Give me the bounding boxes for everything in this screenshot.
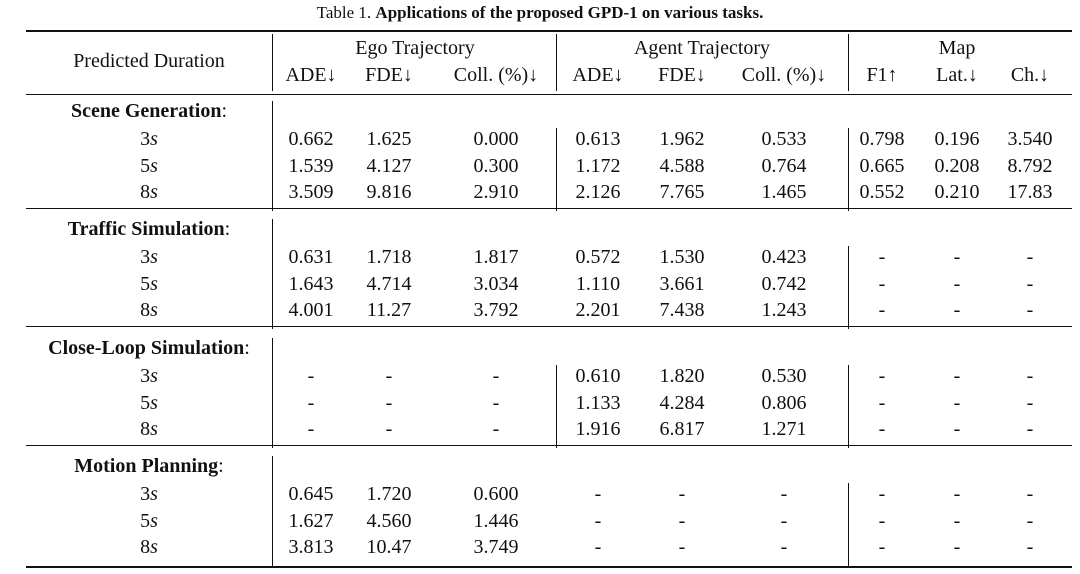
value-cell: 1.446 (473, 509, 519, 532)
section-divider (556, 128, 557, 211)
duration-unit: s (150, 181, 158, 203)
metric-header: Coll. (%)↓ (453, 64, 539, 86)
value-cell: 7.765 (659, 181, 705, 203)
value-cell: 3.813 (288, 536, 334, 558)
value-cell: - (678, 483, 686, 505)
duration-cell (140, 245, 158, 269)
value-cell: - (492, 365, 500, 387)
value-cell: 3.661 (659, 272, 705, 295)
value-cell: - (1026, 391, 1034, 414)
section-rule (26, 326, 1072, 327)
value-cell: 0.610 (575, 365, 621, 387)
value-cell: 1.243 (761, 299, 807, 321)
value-cell: - (678, 536, 686, 558)
value-cell: - (878, 536, 886, 558)
value-cell: 17.83 (1007, 181, 1053, 203)
section-rule (26, 208, 1072, 209)
value-cell: 1.133 (575, 391, 621, 414)
value-cell: 4.588 (659, 154, 705, 177)
value-cell: 1.643 (288, 272, 334, 295)
value-cell: - (594, 536, 602, 558)
duration-cell (140, 127, 158, 151)
duration-cell (140, 482, 158, 506)
value-cell: 1.720 (366, 483, 412, 505)
section-title-colon: : (244, 337, 250, 359)
duration-unit: s (150, 154, 158, 177)
duration-cell (140, 298, 158, 322)
duration-unit: s (150, 365, 158, 387)
duration-unit: s (150, 128, 158, 150)
section-divider (848, 128, 849, 211)
value-cell: 0.572 (575, 246, 621, 268)
section-title (71, 99, 227, 123)
value-cell: 0.423 (761, 246, 807, 268)
section-title (48, 336, 250, 360)
value-cell: 1.110 (575, 272, 621, 295)
duration-cell (140, 154, 158, 178)
duration-number: 5 (140, 509, 151, 532)
value-cell: - (953, 272, 961, 295)
value-cell: - (1026, 299, 1034, 321)
value-cell: 0.210 (934, 181, 980, 203)
value-cell: 0.798 (859, 128, 905, 150)
value-cell: - (953, 391, 961, 414)
value-cell: 0.764 (761, 154, 807, 177)
section-title-colon: : (218, 455, 224, 477)
value-cell: - (492, 391, 500, 414)
value-cell: 0.000 (473, 128, 519, 150)
value-cell: - (385, 365, 393, 387)
value-cell: 4.560 (366, 509, 412, 532)
bottom-rule (26, 566, 1072, 568)
caption-label: Table 1. (316, 3, 372, 22)
value-cell: - (878, 246, 886, 268)
header-divider (556, 34, 557, 91)
section-divider (272, 456, 273, 566)
section-title (68, 217, 230, 241)
value-cell: - (953, 483, 961, 505)
value-cell: 11.27 (366, 299, 412, 321)
value-cell: - (953, 246, 961, 268)
value-cell: 1.817 (473, 246, 519, 268)
value-cell: 1.539 (288, 154, 334, 177)
header-divider (848, 34, 849, 91)
value-cell: 1.820 (659, 365, 705, 387)
section-rule (26, 445, 1072, 446)
value-cell: 0.742 (761, 272, 807, 295)
table-caption (0, 3, 1080, 23)
value-cell: 1.962 (659, 128, 705, 150)
value-cell: 1.627 (288, 509, 334, 532)
section-title-colon: : (221, 100, 228, 122)
section-title-text: Scene Generation (70, 100, 222, 122)
section-title-text: Traffic Simulation (67, 218, 225, 240)
metric-header: FDE↓ (365, 64, 413, 86)
section-divider (272, 101, 273, 211)
value-cell: - (953, 509, 961, 532)
duration-cell (140, 272, 158, 296)
duration-unit: s (150, 483, 158, 505)
value-cell: - (953, 418, 961, 440)
value-cell: - (1026, 365, 1034, 387)
duration-unit: s (150, 418, 158, 440)
duration-cell (140, 180, 158, 204)
value-cell: 2.910 (473, 181, 519, 203)
section-title-colon: : (224, 218, 231, 240)
value-cell: 0.208 (934, 154, 980, 177)
value-cell: 7.438 (659, 299, 705, 321)
duration-number: 3 (140, 365, 151, 387)
value-cell: 0.600 (473, 483, 519, 505)
value-cell: 4.714 (366, 272, 412, 295)
value-cell: 0.665 (859, 154, 905, 177)
value-cell: 2.126 (575, 181, 621, 203)
duration-unit: s (150, 272, 158, 295)
value-cell: 1.172 (575, 154, 621, 177)
section-title-text: Motion Planning (74, 455, 219, 477)
value-cell: 10.47 (366, 536, 412, 558)
value-cell: - (780, 483, 788, 505)
section-divider (272, 219, 273, 329)
value-cell: - (1026, 246, 1034, 268)
value-cell: 0.662 (288, 128, 334, 150)
value-cell: - (385, 418, 393, 440)
value-cell: - (1026, 509, 1034, 532)
value-cell: - (594, 483, 602, 505)
value-cell: 1.465 (761, 181, 807, 203)
metric-header: FDE↓ (658, 64, 706, 86)
duration-cell (140, 391, 158, 415)
value-cell: 0.533 (761, 128, 807, 150)
value-cell: 4.284 (659, 391, 705, 414)
value-cell: - (878, 391, 886, 414)
duration-cell (140, 417, 158, 441)
value-cell: 0.631 (288, 246, 334, 268)
value-cell: - (1026, 483, 1034, 505)
value-cell: 0.530 (761, 365, 807, 387)
metric-header: F1↑ (866, 64, 898, 86)
duration-number: 8 (140, 418, 151, 440)
duration-unit: s (150, 299, 158, 321)
value-cell: - (492, 418, 500, 440)
duration-number: 3 (140, 483, 151, 505)
value-cell: - (878, 418, 886, 440)
value-cell: - (307, 365, 315, 387)
value-cell: - (1026, 418, 1034, 440)
duration-number: 5 (140, 391, 151, 414)
value-cell: - (878, 299, 886, 321)
value-cell: 3.540 (1007, 128, 1053, 150)
value-cell: 0.300 (473, 154, 519, 177)
value-cell: - (953, 299, 961, 321)
value-cell: 0.613 (575, 128, 621, 150)
duration-number: 3 (140, 246, 151, 268)
value-cell: 4.001 (288, 299, 334, 321)
value-cell: 1.718 (366, 246, 412, 268)
header-rule (26, 94, 1072, 95)
value-cell: 6.817 (659, 418, 705, 440)
value-cell: - (878, 509, 886, 532)
value-cell: 3.792 (473, 299, 519, 321)
duration-number: 8 (140, 299, 151, 321)
section-divider (848, 483, 849, 566)
value-cell: 0.552 (859, 181, 905, 203)
section-divider (556, 365, 557, 448)
duration-number: 3 (140, 128, 151, 150)
top-rule (26, 30, 1072, 32)
value-cell: 3.034 (473, 272, 519, 295)
duration-cell (140, 364, 158, 388)
value-cell: - (594, 509, 602, 532)
value-cell: 0.645 (288, 483, 334, 505)
value-cell: - (307, 391, 315, 414)
value-cell: - (953, 536, 961, 558)
metric-header: Lat.↓ (936, 64, 978, 86)
duration-unit: s (150, 246, 158, 268)
section-title (74, 454, 223, 478)
duration-number: 5 (140, 154, 151, 177)
group-header: Ego Trajectory (355, 37, 475, 59)
duration-unit: s (150, 391, 158, 414)
value-cell: 0.196 (934, 128, 980, 150)
value-cell: - (385, 391, 393, 414)
value-cell: - (878, 272, 886, 295)
group-header: Agent Trajectory (633, 37, 771, 59)
value-cell: - (307, 418, 315, 440)
header-divider (272, 34, 273, 91)
value-cell: - (878, 365, 886, 387)
metric-header: Coll. (%)↓ (741, 64, 827, 86)
metric-header: Ch.↓ (1010, 64, 1050, 86)
value-cell: 3.749 (473, 536, 519, 558)
value-cell: 1.916 (575, 418, 621, 440)
value-cell: - (1026, 536, 1034, 558)
value-cell: 8.792 (1007, 154, 1053, 177)
value-cell: 4.127 (366, 154, 412, 177)
value-cell: - (878, 483, 886, 505)
value-cell: 1.530 (659, 246, 705, 268)
value-cell: - (953, 365, 961, 387)
section-title-text: Close-Loop Simulation (48, 337, 245, 359)
duration-number: 8 (140, 181, 151, 203)
value-cell: 3.509 (288, 181, 334, 203)
duration-number: 5 (140, 272, 151, 295)
value-cell: 1.625 (366, 128, 412, 150)
value-cell: 0.806 (761, 391, 807, 414)
duration-unit: s (150, 509, 158, 532)
value-cell: - (780, 509, 788, 532)
section-divider (272, 338, 273, 448)
metric-header: ADE↓ (285, 64, 337, 86)
duration-cell (140, 535, 158, 559)
row-label-header: Predicted Duration (73, 50, 225, 72)
duration-number: 8 (140, 536, 151, 558)
metric-header: ADE↓ (572, 64, 624, 86)
group-header: Map (938, 37, 976, 59)
duration-cell (140, 509, 158, 533)
value-cell: - (678, 509, 686, 532)
duration-unit: s (150, 536, 158, 558)
caption-title: Applications of the proposed GPD-1 on various tasks. (375, 3, 764, 22)
section-divider (848, 365, 849, 448)
section-divider (848, 246, 849, 329)
value-cell: - (780, 536, 788, 558)
value-cell: 1.271 (761, 418, 807, 440)
value-cell: 9.816 (366, 181, 412, 203)
value-cell: 2.201 (575, 299, 621, 321)
value-cell: - (1026, 272, 1034, 295)
